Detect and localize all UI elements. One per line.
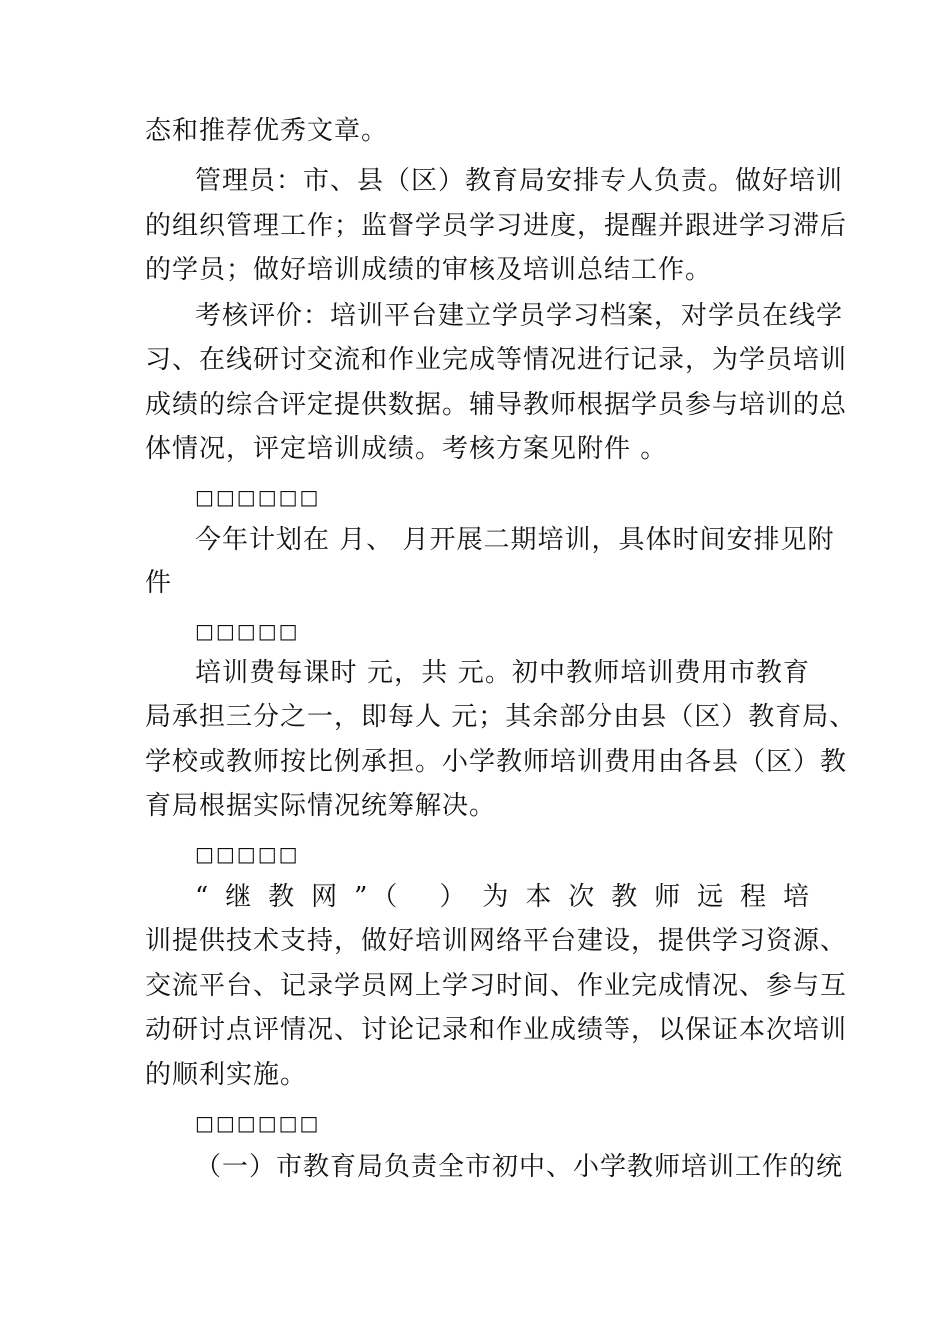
section-heading: □□□□□□ — [195, 485, 321, 509]
text-line: 的组织管理工作；监督学员学习进度，提醒并跟进学习滞后 — [145, 211, 848, 241]
text-line: 习、在线研讨交流和作业完成等情况进行记录，为学员培训 — [145, 345, 848, 375]
text-line: 成绩的综合评定提供数据。辅导教师根据学员参与培训的总 — [145, 390, 848, 420]
text-line: 体情况，评定培训成绩。考核方案见附件 。 — [145, 434, 668, 464]
text-line: 的学员；做好培训成绩的审核及培训总结工作。 — [145, 255, 713, 285]
text-line: 动研讨点评情况、讨论记录和作业成绩等，以保证本次培训 — [145, 1015, 848, 1045]
text-line: （一）市教育局负责全市初中、小学教师培训工作的统 — [195, 1152, 844, 1182]
text-line: 今年计划在 月、 月开展二期培训，具体时间安排见附 — [195, 525, 835, 555]
text-line: 的顺利实施。 — [145, 1060, 308, 1090]
section-heading: □□□□□□ — [195, 1111, 321, 1135]
text-line: 局承担三分之一，即每人 元；其余部分由县（区）教育局、 — [145, 702, 857, 732]
text-line: 态和推荐优秀文章。 — [145, 116, 389, 146]
text-line: 件 — [145, 568, 173, 598]
text-line: 管理员：市、县（区）教育局安排专人负责。做好培训 — [195, 166, 844, 196]
text-line: 学校或教师按比例承担。小学教师培训费用由各县（区）教 — [145, 747, 848, 777]
text-line: 培训费每课时 元，共 元。初中教师培训费用市教育 — [195, 658, 810, 688]
text-line: 育局根据实际情况统筹解决。 — [145, 791, 497, 821]
text-line: “继教网”（ ）为本次教师远程培 — [195, 882, 810, 912]
section-heading: □□□□□ — [195, 619, 300, 643]
text-line: 考核评价：培训平台建立学员学习档案，对学员在线学 — [195, 301, 844, 331]
section-heading: □□□□□ — [195, 842, 300, 866]
text-line: 训提供技术支持，做好培训网络平台建设，提供学习资源、 — [145, 926, 848, 956]
text-line: 交流平台、记录学员网上学习时间、作业完成情况、参与互 — [145, 971, 848, 1001]
